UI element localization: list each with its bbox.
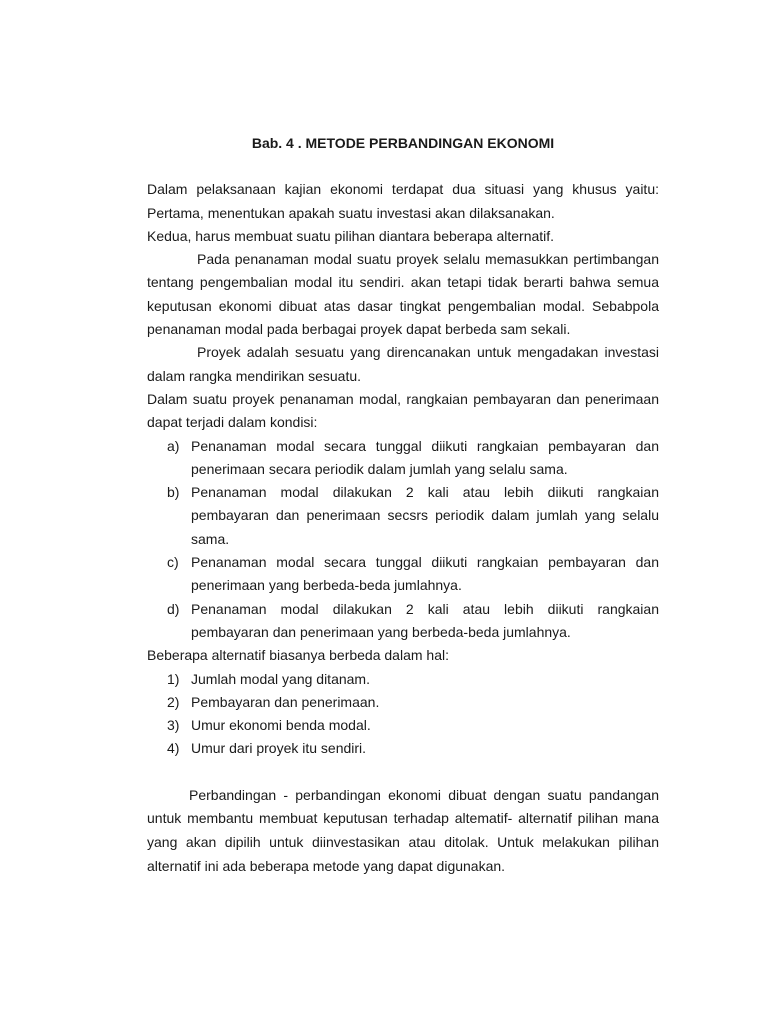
list-marker: 3)	[167, 717, 180, 734]
list-item-text: Umur ekonomi benda modal.	[191, 717, 371, 734]
list-marker: a)	[167, 437, 180, 454]
paragraph-project-definition: Proyek adalah sesuatu yang direncanakan untuk mengadakan investasi dalam rangka mendirikan sesuatu.	[147, 344, 659, 384]
list-marker: 2)	[167, 693, 180, 710]
list-marker: 1)	[167, 670, 180, 687]
paragraph-comparison: Perbandingan - perbandingan ekonomi dibuat dengan suatu pandangan untuk membantu membuat keputusan terhadap altematif- alternatif pilihan mana yang akan dipilih untuk diinvestasikan atau ditolak. Untuk melakukan pilihan alternatif ini ada beberapa metode yang dapat digunakan.	[147, 786, 659, 874]
list-marker: c)	[167, 554, 179, 571]
list-item-text: Umur dari proyek itu sendiri.	[191, 740, 367, 757]
list-item-text: Penanaman modal dilakukan 2 kali atau lebih diikuti rangkaian pembayaran dan penerimaan secsrs periodik dalam jumlah yang selalu sama.	[191, 484, 659, 547]
list-item-text: Jumlah modal yang ditanam.	[191, 670, 370, 687]
list-item-text: Penanaman modal dilakukan 2 kali atau lebih diikuti rangkaian pembayaran dan penerimaan yang berbeda-beda jumlahnya.	[191, 600, 659, 640]
list-marker: d)	[167, 600, 180, 617]
list-item	[147, 714, 659, 737]
conditions-list	[147, 435, 659, 645]
list-item	[147, 551, 659, 598]
paragraph-alternatives-intro: Beberapa alternatif biasanya berbeda dalam hal:	[147, 647, 449, 664]
document-body	[147, 132, 659, 878]
list-item	[147, 598, 659, 645]
list-item-text: Penanaman modal secara tunggal diikuti rangkaian pembayaran dan penerimaan yang berbeda-beda jumlahnya.	[191, 554, 659, 594]
list-item	[147, 435, 659, 482]
list-marker: 4)	[167, 740, 180, 757]
list-item-text: Pembayaran dan penerimaan.	[191, 693, 380, 710]
paragraph-spacer	[147, 761, 659, 784]
chapter-title: Bab. 4 . METODE PERBANDINGAN EKONOMI	[251, 135, 555, 151]
list-item	[147, 737, 659, 760]
paragraph-second-situation: Kedua, harus membuat suatu pilihan diantara beberapa alternatif.	[147, 227, 555, 244]
paragraph-conditions-intro: Dalam suatu proyek penanaman modal, rangkaian pembayaran dan penerimaan dapat terjadi dalam kondisi:	[147, 390, 659, 431]
list-item	[147, 668, 659, 691]
list-item	[147, 691, 659, 714]
list-marker: b)	[167, 484, 180, 501]
alternatives-list	[147, 668, 659, 761]
paragraph-investment: Pada penanaman modal suatu proyek selalu memasukkan pertimbangan tentang pengembalian modal itu sendiri. akan tetapi tidak berarti bahwa semua keputusan ekonomi dibuat atas dasar tingkat pengembalian modal. Sebabpola penanaman modal pada berbagai proyek dapat berbeda sam sekali.	[147, 251, 659, 338]
list-item	[147, 481, 659, 551]
list-item-text: Penanaman modal secara tunggal diikuti rangkaian pembayaran dan penerimaan secara periodik dalam jumlah yang selalu sama.	[191, 437, 659, 477]
paragraph-intro: Dalam pelaksanaan kajian ekonomi terdapat dua situasi yang khusus yaitu: Pertama, menentukan apakah suatu investasi akan dilaksanakan.	[147, 181, 659, 221]
